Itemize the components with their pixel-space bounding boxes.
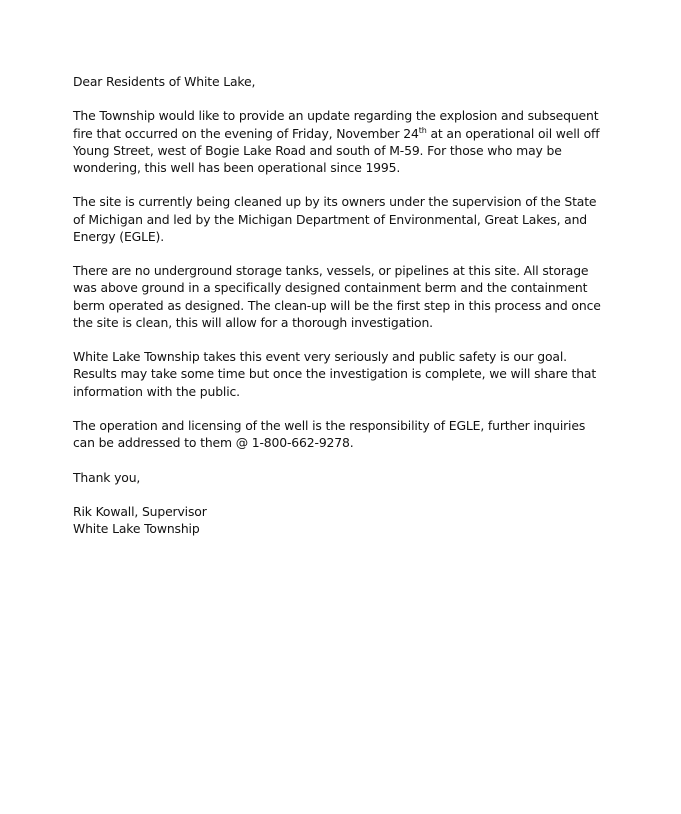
paragraph-storage-details	[73, 262, 633, 331]
paragraph-incident-update	[73, 107, 633, 176]
paragraph-line: White Lake Township takes this event very seriously and public safety is our goal.	[73, 349, 567, 365]
letter-body	[73, 73, 633, 555]
salutation	[73, 73, 633, 90]
paragraph-line: Energy (EGLE).	[73, 228, 164, 244]
signature-block	[73, 503, 633, 537]
paragraph-line: There are no underground storage tanks, vessels, or pipelines at this site. All storage	[73, 263, 589, 279]
closing	[73, 469, 633, 486]
salutation-text: Dear Residents of White Lake,	[73, 74, 256, 89]
paragraph-line: information with the public.	[73, 383, 240, 399]
paragraph-line: The Township would like to provide an update regarding the explosion and subsequent	[73, 108, 599, 124]
date-text-before: fire that occurred on the evening of Friday, November 24	[73, 125, 419, 141]
paragraph-public-safety	[73, 348, 633, 400]
paragraph-contact-info	[73, 417, 633, 451]
paragraph-line: of Michigan and led by the Michigan Department of Environmental, Great Lakes, and	[73, 211, 588, 227]
paragraph-line-phone: can be addressed to them @ 1-800-662-9278.	[73, 435, 354, 451]
date-text-after: at an operational oil well off	[426, 125, 600, 141]
signature-organization: White Lake Township	[73, 521, 200, 537]
paragraph-line: wondering, this well has been operational since 1995.	[73, 160, 401, 175]
date-ordinal-suffix: th	[418, 125, 427, 135]
paragraph-line: Young Street, west of Bogie Lake Road and south of M-59. For those who may be	[73, 142, 562, 158]
paragraph-cleanup-supervision	[73, 193, 633, 245]
paragraph-line: Results may take some time but once the investigation is complete, we will share that	[73, 366, 597, 382]
paragraph-line: The operation and licensing of the well is the responsibility of EGLE, further inquiries	[73, 417, 586, 433]
signature-name-title: Rik Kowall, Supervisor	[73, 503, 207, 519]
paragraph-line: was above ground in a specifically designed containment berm and the containment	[73, 280, 588, 296]
paragraph-line: the site is clean, this will allow for a thorough investigation.	[73, 314, 433, 330]
paragraph-line: The site is currently being cleaned up by its owners under the supervision of the State	[73, 194, 597, 210]
paragraph-line-with-date	[73, 125, 633, 142]
closing-text: Thank you,	[73, 469, 141, 485]
paragraph-line: berm operated as designed. The clean-up will be the first step in this process and once	[73, 297, 601, 313]
